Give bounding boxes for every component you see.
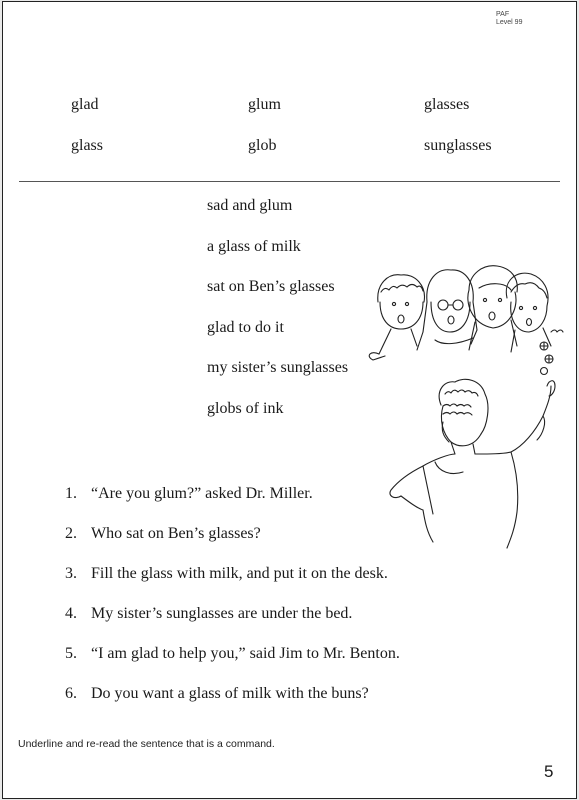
sentence-item — [65, 565, 388, 583]
child-figure — [506, 273, 563, 352]
scribble-doodle — [540, 342, 553, 375]
sentence-item — [65, 485, 313, 503]
sentence-item — [65, 605, 352, 623]
sentence-text: “I am glad to help you,” said Jim to Mr. Benton. — [91, 645, 400, 662]
word-sunglasses: sunglasses — [424, 137, 492, 154]
phrase-item: a glass of milk — [207, 238, 301, 255]
child-figure — [468, 266, 517, 350]
phrase-item: my sister’s sunglasses — [207, 359, 349, 376]
child-figure — [417, 270, 477, 350]
sentence-item — [65, 645, 400, 663]
level-number: Level 99 — [496, 19, 523, 26]
sentence-text: My sister’s sunglasses are under the bed. — [91, 605, 353, 622]
word-glad: glad — [71, 96, 99, 113]
sentence-text: Do you want a glass of milk with the buns? — [91, 685, 369, 702]
word-glass: glass — [71, 137, 103, 154]
page-number: 5 — [544, 762, 554, 781]
instruction-text: Underline and re-read the sentence that is a command. — [18, 738, 275, 750]
sentence-number: 2. — [65, 525, 77, 542]
phrase-item: globs of ink — [207, 400, 284, 417]
sentence-number: 3. — [65, 565, 77, 582]
phrase-item: sat on Ben’s glasses — [207, 278, 335, 295]
phrase-item: sad and glum — [207, 197, 293, 214]
children-illustration — [3, 2, 576, 798]
sentence-number: 4. — [65, 605, 77, 622]
sentence-text: Who sat on Ben’s glasses? — [91, 525, 261, 542]
program-name: PAF — [496, 11, 510, 18]
sentence-number: 6. — [65, 685, 77, 702]
sentence-item — [65, 525, 261, 543]
boy-writing-figure — [390, 379, 555, 548]
sentence-number: 5. — [65, 645, 77, 662]
worksheet-page — [2, 1, 577, 799]
word-glum: glum — [248, 96, 281, 113]
sentence-number: 1. — [65, 485, 77, 502]
sentence-text: “Are you glum?” asked Dr. Miller. — [91, 485, 313, 502]
child-figure — [369, 275, 424, 360]
phrase-item: glad to do it — [207, 319, 284, 336]
sentence-text: Fill the glass with milk, and put it on the desk. — [91, 565, 388, 582]
word-glasses: glasses — [424, 96, 470, 113]
sentence-item — [65, 685, 369, 703]
word-glob: glob — [248, 137, 277, 154]
